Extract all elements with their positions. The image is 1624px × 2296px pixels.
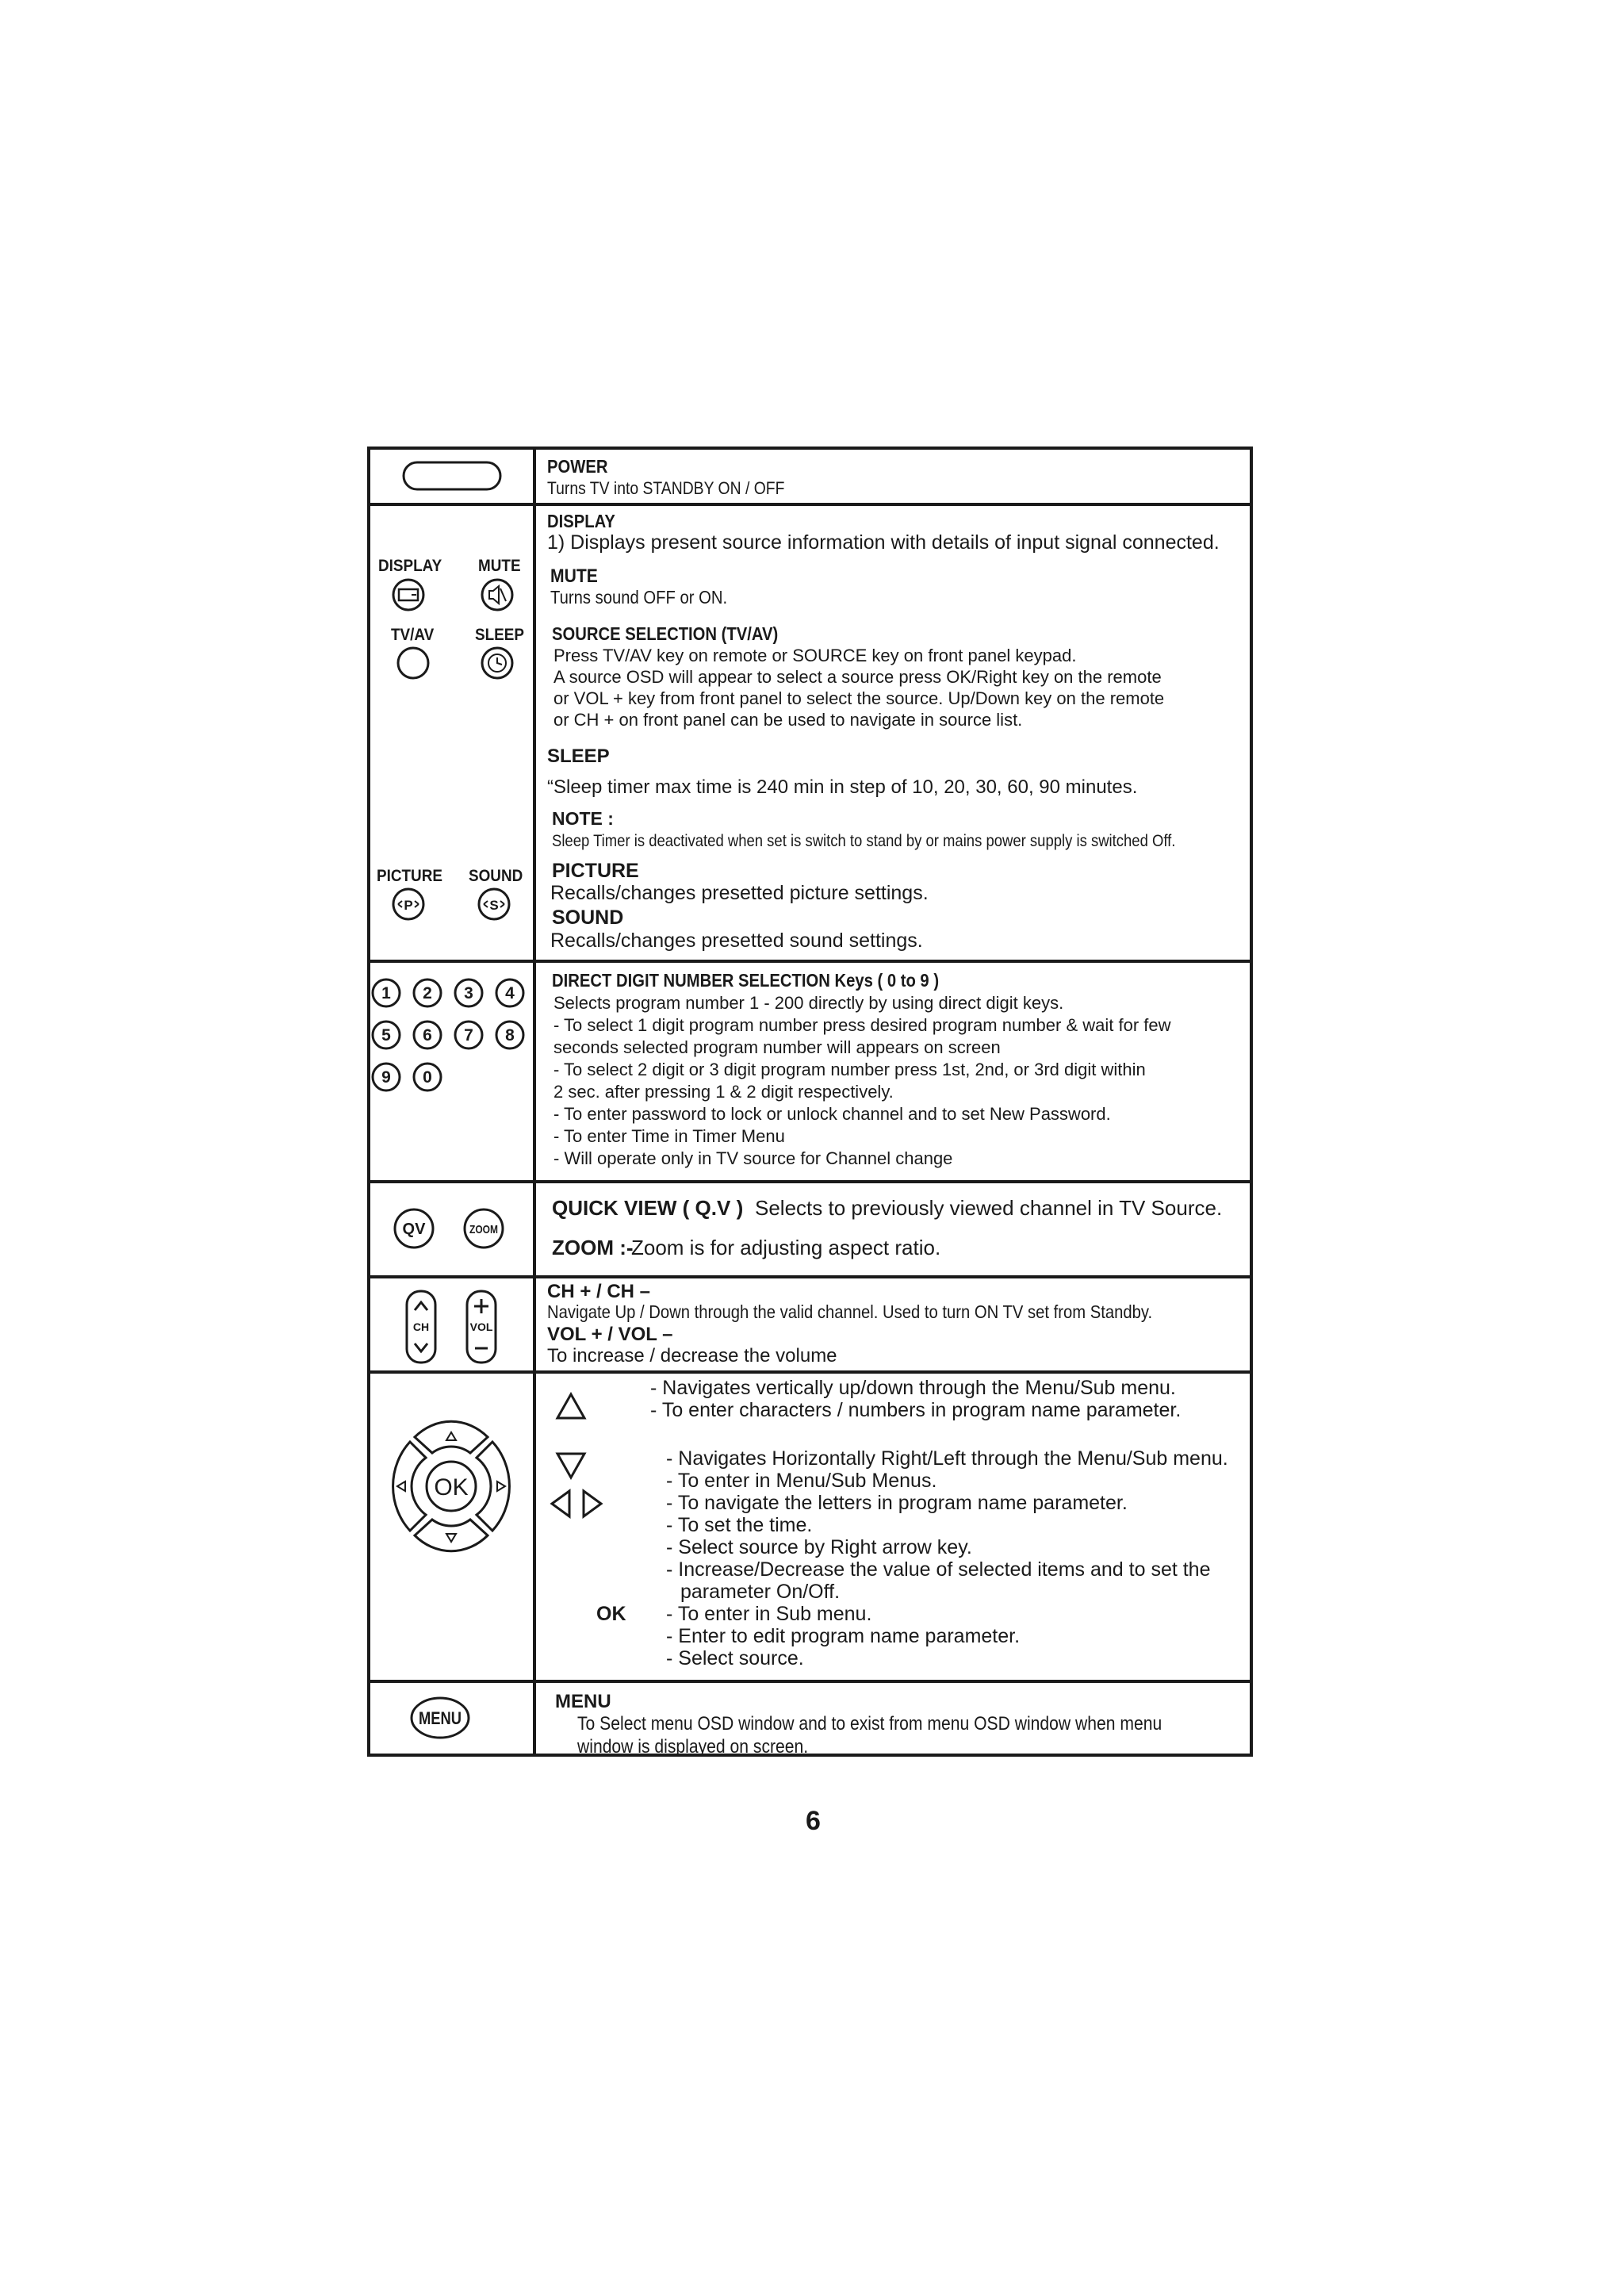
menu-title: MENU — [555, 1691, 611, 1712]
qv-key-text: QV — [402, 1221, 426, 1238]
nav-leftright-line: - Increase/Decrease the value of selected items and to set the — [666, 1558, 1211, 1581]
digit-key-label: 2 — [423, 984, 432, 1002]
digit-key-label: 7 — [464, 1026, 473, 1045]
digit-key-6-icon — [412, 1019, 443, 1051]
zoom-key-icon — [462, 1207, 505, 1250]
digit-key-label: 9 — [381, 1068, 391, 1087]
remote-keys-table — [367, 447, 1253, 1757]
display-keys-cell — [370, 506, 536, 960]
svg-text:P: P — [404, 898, 413, 913]
qv-title: QUICK VIEW ( Q.V ) — [552, 1196, 744, 1220]
sleep-key-icon — [480, 646, 515, 680]
vol-key-text: VOL — [469, 1320, 493, 1333]
down-arrow-icon — [555, 1451, 587, 1480]
ok-label: OK — [596, 1603, 626, 1625]
zoom-desc: Zoom is for adjusting aspect ratio. — [631, 1236, 941, 1259]
nav-ok-line: - Enter to edit program name parameter. — [666, 1625, 1021, 1647]
nav-leftright-line: - Navigates Horizontally Right/Left through the Menu/Sub menu. — [666, 1447, 1228, 1470]
picture-title: PICTURE — [552, 860, 639, 882]
digit-key-9-icon — [370, 1061, 402, 1093]
left-right-arrows-icon — [549, 1488, 604, 1520]
nav-desc-cell — [536, 1374, 1250, 1680]
sound-key-icon — [477, 887, 511, 922]
mute-desc: Turns sound OFF or ON. — [550, 587, 728, 608]
digit-key-5-icon — [370, 1019, 402, 1051]
digits-desc-cell — [536, 963, 1250, 1180]
digit-key-4-icon — [494, 977, 526, 1009]
power-key-cell — [370, 450, 536, 503]
up-arrow-icon — [555, 1392, 587, 1420]
sound-title: SOUND — [552, 907, 624, 929]
power-desc: Turns TV into STANDBY ON / OFF — [547, 478, 785, 498]
power-row — [370, 450, 1250, 506]
note-desc: Sleep Timer is deactivated when set is switch to stand by or mains power supply is switched Off. — [552, 832, 1176, 850]
mute-key-icon — [480, 577, 515, 612]
digit-key-label: 0 — [423, 1068, 432, 1087]
digits-line: - To select 1 digit program number press desired program number & wait for few — [553, 1015, 1171, 1035]
page-number: 6 — [806, 1806, 821, 1836]
digit-key-label: 8 — [505, 1026, 515, 1045]
menu-desc-line: window is displayed on screen. — [577, 1736, 809, 1757]
source-line: or CH + on front panel can be used to navigate in source list. — [553, 710, 1023, 730]
display-row — [370, 506, 1250, 963]
sound-key-label: SOUND — [469, 867, 523, 885]
qv-key-icon — [393, 1207, 435, 1250]
source-line: Press TV/AV key on remote or SOURCE key on front panel keypad. — [553, 646, 1077, 665]
source-line: A source OSD will appear to select a source press OK/Right key on the remote — [553, 667, 1162, 687]
digit-key-3-icon — [453, 977, 485, 1009]
note-title: NOTE : — [552, 808, 614, 829]
mute-title: MUTE — [550, 565, 598, 587]
navigation-pad-icon — [388, 1416, 515, 1556]
qv-zoom-desc-cell — [536, 1183, 1250, 1275]
power-key-icon — [402, 461, 502, 493]
sleep-key-label: SLEEP — [475, 626, 524, 644]
picture-key-label: PICTURE — [377, 867, 442, 885]
tvav-key-label: TV/AV — [391, 626, 435, 644]
nav-leftright-line: - To enter in Menu/Sub Menus. — [666, 1470, 937, 1492]
power-title: POWER — [547, 456, 608, 477]
nav-row — [370, 1374, 1250, 1683]
source-title: SOURCE SELECTION (TV/AV) — [552, 623, 779, 644]
source-line: or VOL + key from front panel to select the source. Up/Down key on the remote — [553, 688, 1165, 708]
ch-vol-row — [370, 1278, 1250, 1374]
zoom-title: ZOOM :- — [552, 1236, 634, 1259]
digit-key-2-icon — [412, 977, 443, 1009]
power-desc-cell — [536, 450, 1250, 503]
display-desc-cell — [536, 506, 1250, 960]
zoom-key-text: ZOOM — [469, 1223, 498, 1236]
nav-ok-line: - To enter in Sub menu. — [666, 1603, 872, 1625]
svg-text:S: S — [489, 898, 499, 913]
mute-key-label: MUTE — [478, 557, 521, 575]
digits-line: - Will operate only in TV source for Channel change — [553, 1148, 953, 1168]
vol-desc: To increase / decrease the volume — [547, 1345, 837, 1366]
ch-vol-desc-cell — [536, 1278, 1250, 1370]
ch-desc: Navigate Up / Down through the valid channel. Used to turn ON TV set from Standby. — [547, 1301, 1153, 1322]
ch-title: CH + / CH – — [547, 1281, 651, 1302]
menu-desc-cell — [536, 1683, 1250, 1757]
display-key-icon — [391, 577, 426, 612]
digits-row — [370, 963, 1250, 1183]
vol-title: VOL + / VOL – — [547, 1324, 673, 1345]
digits-title: DIRECT DIGIT NUMBER SELECTION Keys ( 0 to 9 ) — [552, 970, 940, 991]
digit-key-label: 4 — [505, 984, 515, 1002]
menu-key-icon — [408, 1696, 472, 1740]
sound-desc: Recalls/changes presetted sound settings. — [550, 930, 923, 952]
display-desc: 1) Displays present source information with details of input signal connected. — [547, 531, 1220, 554]
nav-leftright-line: parameter On/Off. — [680, 1581, 841, 1603]
menu-desc-line: To Select menu OSD window and to exist from menu OSD window when menu — [577, 1713, 1162, 1734]
digit-key-label: 5 — [381, 1026, 391, 1045]
menu-row — [370, 1683, 1250, 1757]
display-key-label: DISPLAY — [378, 557, 442, 575]
nav-updown-line: - Navigates vertically up/down through the Menu/Sub menu. — [650, 1377, 1176, 1399]
nav-leftright-line: - To navigate the letters in program name parameter. — [666, 1492, 1128, 1514]
digit-key-8-icon — [494, 1019, 526, 1051]
digit-keys-cell — [370, 963, 536, 1180]
digits-line: - To enter Time in Timer Menu — [553, 1126, 785, 1146]
digits-line: seconds selected program number will appears on screen — [553, 1037, 1001, 1057]
nav-leftright-line: - To set the time. — [666, 1514, 813, 1536]
nav-leftright-line: - Select source by Right arrow key. — [666, 1536, 972, 1558]
tvav-key-icon — [396, 646, 431, 680]
nav-updown-line: - To enter characters / numbers in program name parameter. — [650, 1399, 1182, 1421]
display-title: DISPLAY — [547, 511, 615, 531]
digits-line: 2 sec. after pressing 1 & 2 digit respectively. — [553, 1082, 894, 1102]
digit-key-1-icon — [370, 977, 402, 1009]
digit-key-label: 6 — [423, 1026, 432, 1045]
digit-key-label: 1 — [381, 984, 391, 1002]
menu-key-cell — [370, 1683, 536, 1754]
digits-line: Selects program number 1 - 200 directly by using direct digit keys. — [553, 993, 1064, 1013]
picture-key-icon — [391, 887, 426, 922]
sleep-title: SLEEP — [547, 746, 610, 767]
digit-key-0-icon — [412, 1061, 443, 1093]
ch-key-text: CH — [412, 1320, 430, 1333]
vol-key-icon — [465, 1290, 497, 1364]
ch-vol-keys-cell — [370, 1278, 536, 1370]
nav-keys-cell — [370, 1374, 536, 1680]
qv-zoom-keys-cell — [370, 1183, 536, 1275]
picture-desc: Recalls/changes presetted picture settings. — [550, 882, 929, 904]
qv-desc: Selects to previously viewed channel in TV Source. — [755, 1196, 1223, 1220]
digits-line: - To select 2 digit or 3 digit program number press 1st, 2nd, or 3rd digit within — [553, 1060, 1146, 1079]
menu-key-text: MENU — [419, 1708, 462, 1728]
qv-zoom-row — [370, 1183, 1250, 1278]
nav-ok-line: - Select source. — [666, 1647, 804, 1669]
ch-key-icon — [405, 1290, 437, 1364]
ok-key-text: OK — [434, 1474, 469, 1501]
sleep-desc: “Sleep timer max time is 240 min in step of 10, 20, 30, 60, 90 minutes. — [547, 776, 1138, 798]
digits-line: - To enter password to lock or unlock channel and to set New Password. — [553, 1104, 1111, 1124]
digit-key-label: 3 — [464, 984, 473, 1002]
digit-key-7-icon — [453, 1019, 485, 1051]
